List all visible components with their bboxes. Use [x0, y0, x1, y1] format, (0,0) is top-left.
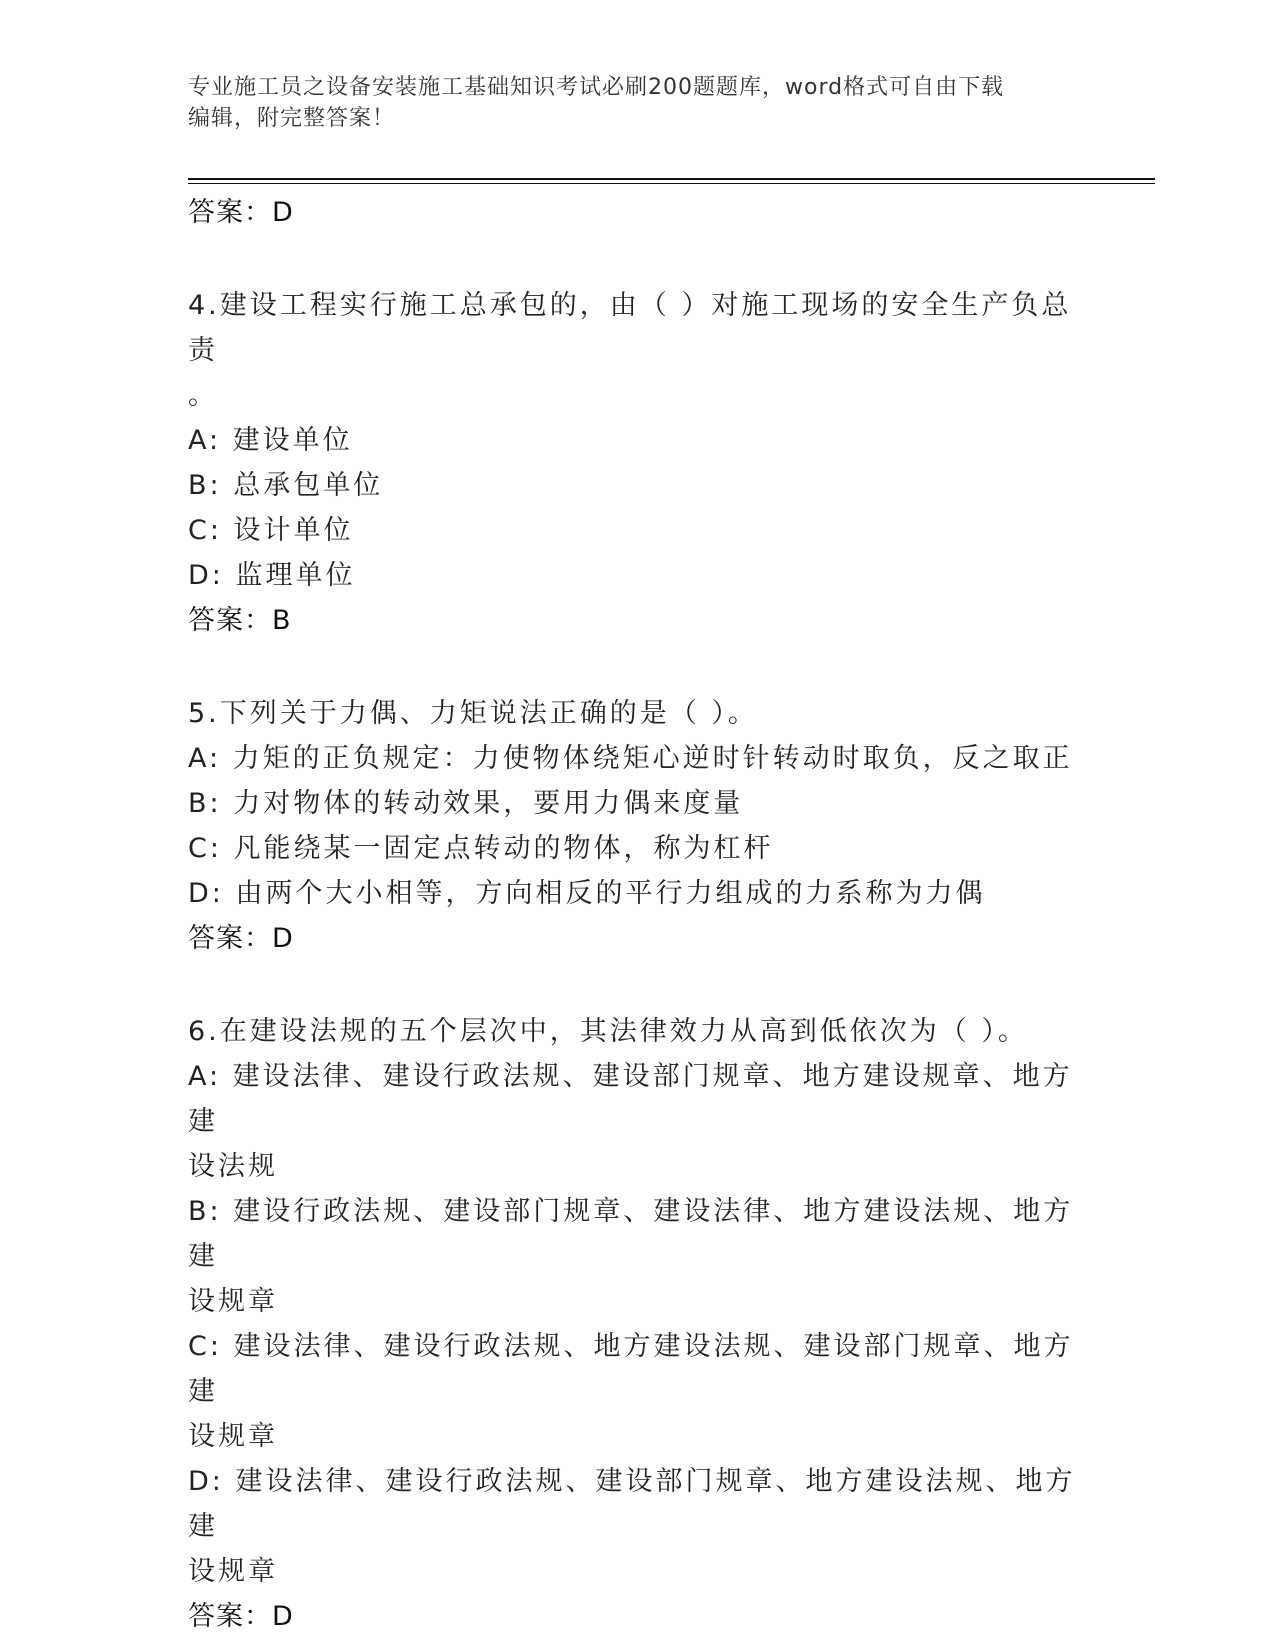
option-d: D: 监理单位 — [188, 560, 356, 591]
option-c: C: 设计单位 — [188, 515, 354, 546]
answer-line: 答案：B — [188, 605, 292, 636]
option-c: C: 凡能绕某一固定点转动的物体，称为杠杆 — [188, 833, 774, 864]
question-block — [188, 1009, 1088, 1639]
option-a: A: 建设法律、建设行政法规、建设部门规章、地方建设规章、地方建 — [188, 1061, 1073, 1137]
question-text: 5.下列关于力偶、力矩说法正确的是（ ）。 — [188, 698, 758, 729]
header-line-1: 专业施工员之设备安装施工基础知识考试必刷200题题库，word格式可自由下载 — [188, 75, 1005, 100]
option-d-continued: 设规章 — [188, 1556, 278, 1587]
option-c: C: 建设法律、建设行政法规、地方建设法规、建设部门规章、地方建 — [188, 1331, 1074, 1407]
option-a: A: 建设单位 — [188, 425, 353, 456]
document-body — [188, 190, 1088, 1639]
header-rule-thin — [188, 183, 1155, 184]
header-rule-thick — [188, 178, 1155, 180]
option-c-continued: 设规章 — [188, 1421, 278, 1452]
option-b: B: 建设行政法规、建设部门规章、建设法律、地方建设法规、地方建 — [188, 1196, 1074, 1272]
header-line-2: 编辑，附完整答案！ — [188, 106, 396, 131]
option-b: B: 总承包单位 — [188, 470, 384, 501]
question-text: 6.在建设法规的五个层次中，其法律效力从高到低依次为（ ）。 — [188, 1016, 1028, 1047]
option-d: D: 建设法律、建设行政法规、建设部门规章、地方建设法规、地方建 — [188, 1466, 1076, 1542]
answer-line: 答案：D — [188, 197, 294, 228]
answer-line: 答案：D — [188, 923, 294, 954]
option-a: A: 力矩的正负规定：力使物体绕矩心逆时针转动时取负，反之取正 — [188, 743, 1073, 774]
question-text: 4.建设工程实行施工总承包的，由（ ）对施工现场的安全生产负总责 — [188, 290, 1072, 366]
option-b-continued: 设规章 — [188, 1286, 278, 1317]
document-header — [188, 72, 1068, 134]
option-d: D: 由两个大小相等，方向相反的平行力组成的力系称为力偶 — [188, 878, 986, 909]
question-block — [188, 691, 1088, 961]
answer-line: 答案：D — [188, 1601, 294, 1632]
question-block — [188, 283, 1088, 643]
option-b: B: 力对物体的转动效果，要用力偶来度量 — [188, 788, 744, 819]
question-text-continued: 。 — [188, 380, 218, 411]
option-a-continued: 设法规 — [188, 1151, 278, 1182]
